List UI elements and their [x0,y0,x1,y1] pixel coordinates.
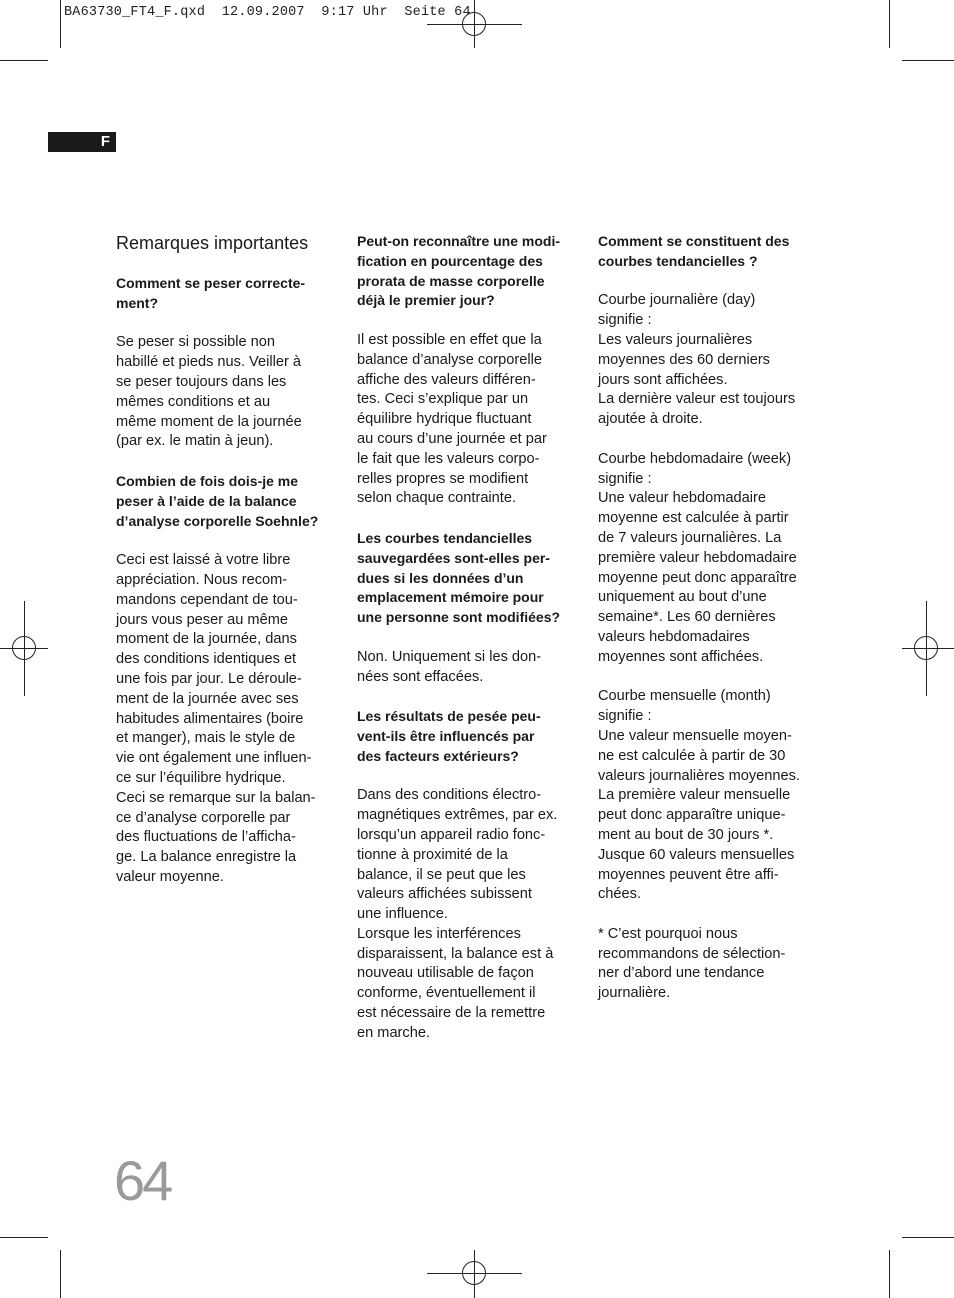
text-line: Dans des conditions électro- [357,787,542,804]
column-3-blocks [598,232,816,1004]
question-heading [357,707,575,766]
text-line: emplacement mémoire pour [357,589,544,606]
question-heading [357,232,575,311]
text-line: jours sont affichées. [598,371,728,388]
answer-paragraph [598,925,816,1004]
text-line: déjà le premier jour? [357,292,495,309]
text-line: Courbe hebdomadaire (week) [598,450,792,467]
text-line: Non. Uniquement si les don- [357,648,542,665]
text-line: sauvegardées sont-elles per- [357,549,550,566]
text-line: de 7 valeurs journalières. La [598,529,782,546]
print-slug: BA63730_FT4_F.qxd 12.09.2007 9:17 Uhr Seite 64 [64,5,471,20]
text-line: selon chaque contrainte. [357,490,517,507]
text-line: moyennes peuvent être affi- [598,866,779,883]
text-line: vent-ils être influencés par [357,727,535,744]
text-line: Courbe journalière (day) [598,292,756,309]
answer-paragraph [116,333,334,452]
column-3 [598,232,816,1024]
registration-mark-top [462,12,486,36]
question-heading [116,274,334,314]
crop-mark-top-left-h [0,60,48,61]
text-line: moment de la journée, dans [116,631,297,648]
text-line: Jusque 60 valeurs mensuelles [598,846,795,863]
text-line: uniquement au bout d’une [598,589,767,606]
text-line: en marche. [357,1024,431,1041]
text-line: des facteurs extérieurs? [357,747,519,764]
text-line: ment de la journée avec ses [116,690,299,707]
question-heading [598,232,816,272]
text-line: ment au bout de 30 jours *. [598,826,774,843]
text-line: moyenne peut donc apparaître [598,569,797,586]
text-line: ne est calculée à partir de 30 [598,747,786,764]
registration-mark-bottom [462,1261,486,1285]
text-line: moyennes sont affichées. [598,648,764,665]
registration-mark-right [914,636,938,660]
answer-paragraph [598,291,816,430]
text-line: Les courbes tendancielles [357,529,533,546]
text-line: est nécessaire de la remettre [357,1005,546,1022]
text-line: signifie : [598,708,652,725]
crop-mark-top-right-h [902,60,954,61]
text-line: peser à l’aide de la balance [116,492,297,509]
crop-mark-bottom-left-v [60,1250,61,1298]
text-line: courbes tendancielles ? [598,252,758,269]
text-line: appréciation. Nous recom- [116,571,288,588]
text-line: vie ont également une influen- [116,750,312,767]
text-line: valeurs journalières moyennes. [598,767,800,784]
text-line: des fluctuations de l’afficha- [116,829,296,846]
crop-mark-top-right-v [889,0,890,48]
text-line: Les résultats de pesée peu- [357,708,541,725]
answer-paragraph [598,687,816,905]
column-1-blocks [116,274,334,888]
text-line: ce sur l’équilibre hydrique. [116,769,286,786]
text-line: balance d’analyse corporelle [357,351,542,368]
text-line: Combien de fois dois-je me [116,472,299,489]
text-line: mêmes conditions et au [116,393,271,410]
text-line: Une valeur mensuelle moyen- [598,727,792,744]
text-line: ment? [116,294,158,311]
text-line: magnétiques extrêmes, par ex. [357,807,558,824]
text-line: valeurs affichées subissent [357,886,532,903]
text-line: Lorsque les interférences [357,925,521,942]
text-line: La première valeur mensuelle [598,787,791,804]
text-line: et manger), mais le style de [116,730,296,747]
text-line: une personne sont modifiées? [357,609,561,626]
language-tab: F [48,132,116,152]
text-line: des conditions identiques et [116,651,297,668]
text-line: peut donc apparaître unique- [598,807,786,824]
answer-paragraph [357,786,575,1043]
text-line: se peser toujours dans les [116,373,287,390]
answer-paragraph [598,450,816,668]
text-line: habitudes alimentaires (boire [116,710,304,727]
text-line: recommandons de sélection- [598,945,786,962]
text-line: nouveau utilisable de façon [357,965,534,982]
text-line: conforme, éventuellement il [357,985,536,1002]
text-line: le fait que les valeurs corpo- [357,450,540,467]
text-line: Une valeur hebdomadaire [598,490,766,507]
text-line: d’analyse corporelle Soehnle? [116,512,319,529]
text-line: semaine*. Les 60 dernières [598,609,776,626]
answer-paragraph [116,551,334,888]
text-line: Les valeurs journalières [598,331,753,348]
text-line: Ceci se remarque sur la balan- [116,789,316,806]
section-title: Remarques importantes [116,233,309,253]
column-2 [357,232,575,1063]
text-line: une influence. [357,906,448,923]
page-number: 64 [114,1149,171,1212]
question-heading [357,529,575,628]
text-line: Comment se constituent des [598,233,790,249]
text-line: Courbe mensuelle (month) [598,688,771,705]
column-1 [116,232,334,908]
text-line: Ceci est laissé à votre libre [116,552,291,569]
crop-mark-bottom-right-h [902,1237,954,1238]
text-line: jours vous peser au même [116,611,288,628]
column-2-blocks [357,232,575,1044]
text-line: équilibre hydrique fluctuant [357,411,532,428]
text-line: tionne à proximité de la [357,846,508,863]
crop-mark-top-left-v [60,0,61,48]
text-line: nées sont effacées. [357,668,484,685]
text-line: au cours d’une journée et par [357,430,547,447]
text-line: une fois par jour. Le déroule- [116,670,302,687]
text-line: disparaissent, la balance est à [357,945,554,962]
text-line: * C’est pourquoi nous [598,925,738,942]
text-line: tes. Ceci s’explique par un [357,391,529,408]
answer-paragraph [357,648,575,688]
text-line: première valeur hebdomadaire [598,549,797,566]
text-line: chées. [598,886,641,903]
text-line: ge. La balance enregistre la [116,849,297,866]
text-line: moyennes des 60 derniers [598,351,770,368]
question-heading [116,472,334,531]
text-line: moyenne est calculée à partir [598,510,789,527]
registration-mark-left [12,636,36,660]
text-line: lorsqu’un appareil radio fonc- [357,826,546,843]
text-line: prorata de masse corporelle [357,272,545,289]
text-line: signifie : [598,470,652,487]
text-line: valeur moyenne. [116,868,224,885]
text-line: Il est possible en effet que la [357,331,542,348]
text-line: Se peser si possible non [116,334,276,351]
text-line: dues si les données d’un [357,569,524,586]
text-line: Comment se peser correcte- [116,275,306,291]
text-line: La dernière valeur est toujours [598,391,796,408]
text-line: affiche des valeurs différen- [357,371,536,388]
text-line: journalière. [598,985,671,1002]
crop-mark-bottom-right-v [889,1250,890,1298]
text-line: Peut-on reconnaître une modi- [357,233,561,249]
crop-mark-bottom-left-h [0,1237,48,1238]
text-line: balance, il se peut que les [357,866,526,883]
text-line: ajoutée à droite. [598,411,703,428]
text-line: même moment de la journée [116,413,302,430]
text-line: relles propres se modifient [357,470,529,487]
text-line: ce d’analyse corporelle par [116,809,291,826]
text-line: (par ex. le matin à jeun). [116,433,274,450]
answer-paragraph [357,331,575,509]
text-line: mandons cependant de tou- [116,591,298,608]
text-line: signifie : [598,312,652,329]
text-line: habillé et pieds nus. Veiller à [116,354,301,371]
text-line: ner d’abord une tendance [598,965,765,982]
text-line: valeurs hebdomadaires [598,628,750,645]
text-line: fication en pourcentage des [357,252,543,269]
